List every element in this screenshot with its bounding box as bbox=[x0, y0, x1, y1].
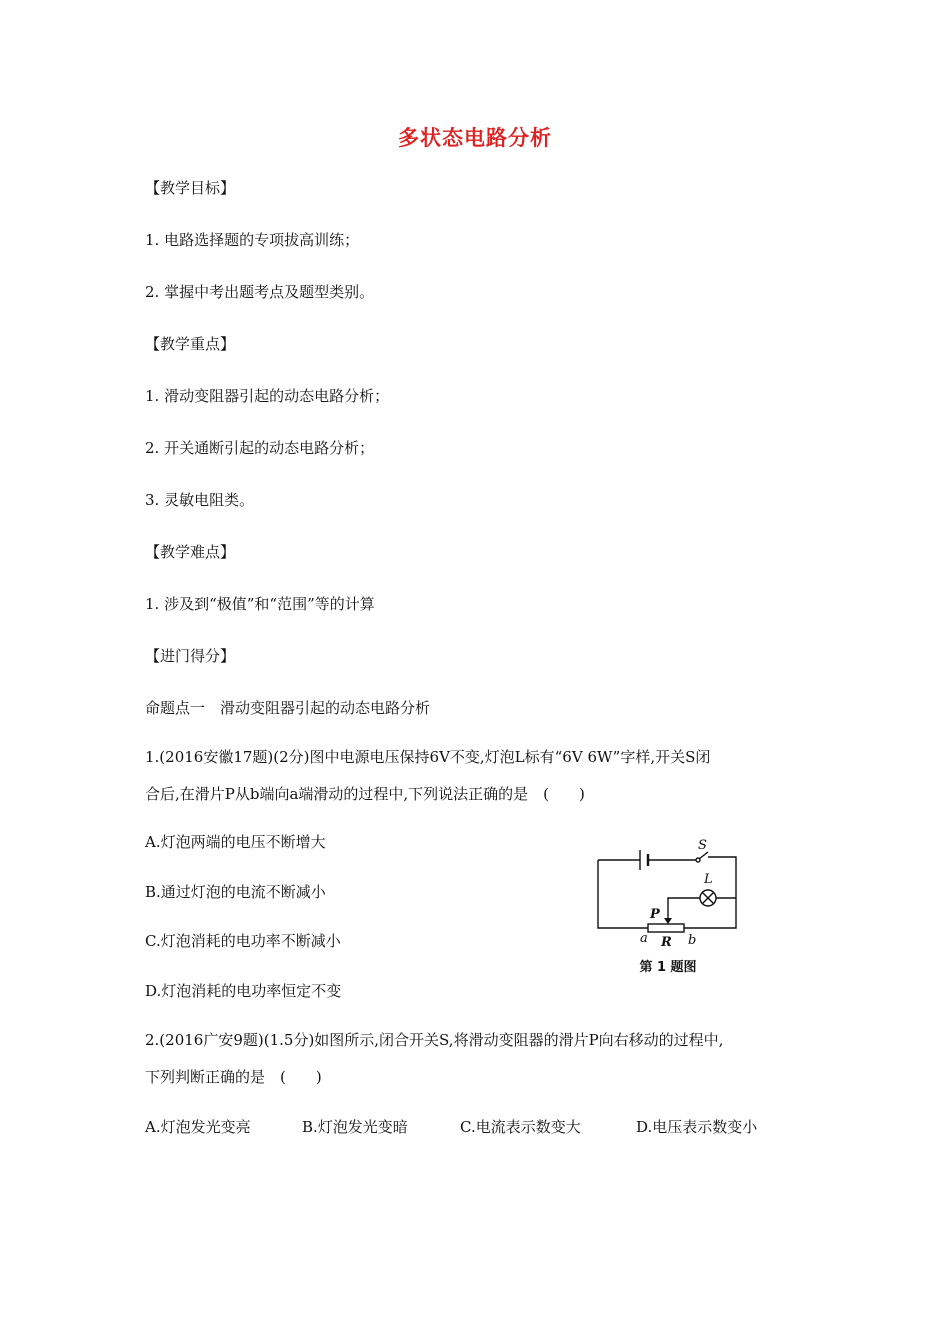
focus-item-2: 2. 开关通断引起的动态电路分析； bbox=[145, 439, 375, 457]
difficulty-item-1: 1. 涉及到“极值”和“范围”等的计算 bbox=[145, 595, 375, 613]
difficulty-heading: 【教学难点】 bbox=[145, 543, 236, 561]
q1-stem-line-2: 合后,在滑片P从b端向a端滑动的过程中,下列说法正确的是 ( ) bbox=[145, 785, 585, 803]
label-end-b: b bbox=[688, 933, 697, 948]
page-title: 多状态电路分析 bbox=[398, 126, 552, 150]
circuit-figure bbox=[588, 838, 748, 978]
resistor-body bbox=[648, 924, 684, 932]
circuit-diagram bbox=[588, 838, 748, 953]
focus-item-1: 1. 滑动变阻器引起的动态电路分析； bbox=[145, 387, 390, 405]
focus-heading: 【教学重点】 bbox=[145, 335, 236, 353]
q1-option-b: B.通过灯泡的电流不断减小 bbox=[145, 883, 326, 901]
topic-line: 命题点一 滑动变阻器引起的动态电路分析 bbox=[145, 699, 431, 717]
goal-item-2: 2. 掌握中考出题考点及题型类别。 bbox=[145, 283, 375, 301]
slider-arrow bbox=[664, 918, 672, 924]
figure-caption: 第 1 题图 bbox=[639, 960, 697, 975]
label-resistor: R bbox=[661, 935, 672, 950]
entry-heading: 【进门得分】 bbox=[145, 647, 236, 665]
wire-left bbox=[598, 860, 648, 928]
q2-option-b: B.灯泡发光变暗 bbox=[302, 1118, 408, 1136]
goal-item-1: 1. 电路选择题的专项拔高训练； bbox=[145, 231, 360, 249]
goals-heading: 【教学目标】 bbox=[145, 179, 236, 197]
q1-stem-line-1: 1.(2016安徽17题)(2分)图中电源电压保持6V不变,灯泡L标有“6V 6W”字样,开关S闭 bbox=[145, 748, 711, 766]
label-switch: S bbox=[698, 838, 707, 853]
label-lamp: L bbox=[704, 872, 713, 887]
wire-lamp-left bbox=[668, 898, 700, 918]
label-slider: P bbox=[650, 907, 660, 922]
q2-option-a: A.灯泡发光变亮 bbox=[145, 1118, 251, 1136]
label-end-a: a bbox=[640, 931, 648, 946]
q2-stem-line-2: 下列判断正确的是 ( ) bbox=[145, 1068, 322, 1086]
q1-option-c: C.灯泡消耗的电功率不断减小 bbox=[145, 932, 341, 950]
q1-option-d: D.灯泡消耗的电功率恒定不变 bbox=[145, 982, 342, 1000]
q2-option-c: C.电流表示数变大 bbox=[460, 1118, 581, 1136]
q2-options bbox=[145, 1116, 805, 1138]
focus-item-3: 3. 灵敏电阻类。 bbox=[145, 491, 255, 509]
switch-blade bbox=[699, 852, 708, 859]
q1-option-a: A.灯泡两端的电压不断增大 bbox=[145, 833, 326, 851]
q2-option-d: D.电压表示数变小 bbox=[636, 1118, 758, 1136]
q2-stem-line-1: 2.(2016广安9题)(1.5分)如图所示,闭合开关S,将滑动变阻器的滑片P向右移动的过程中, bbox=[145, 1031, 724, 1049]
